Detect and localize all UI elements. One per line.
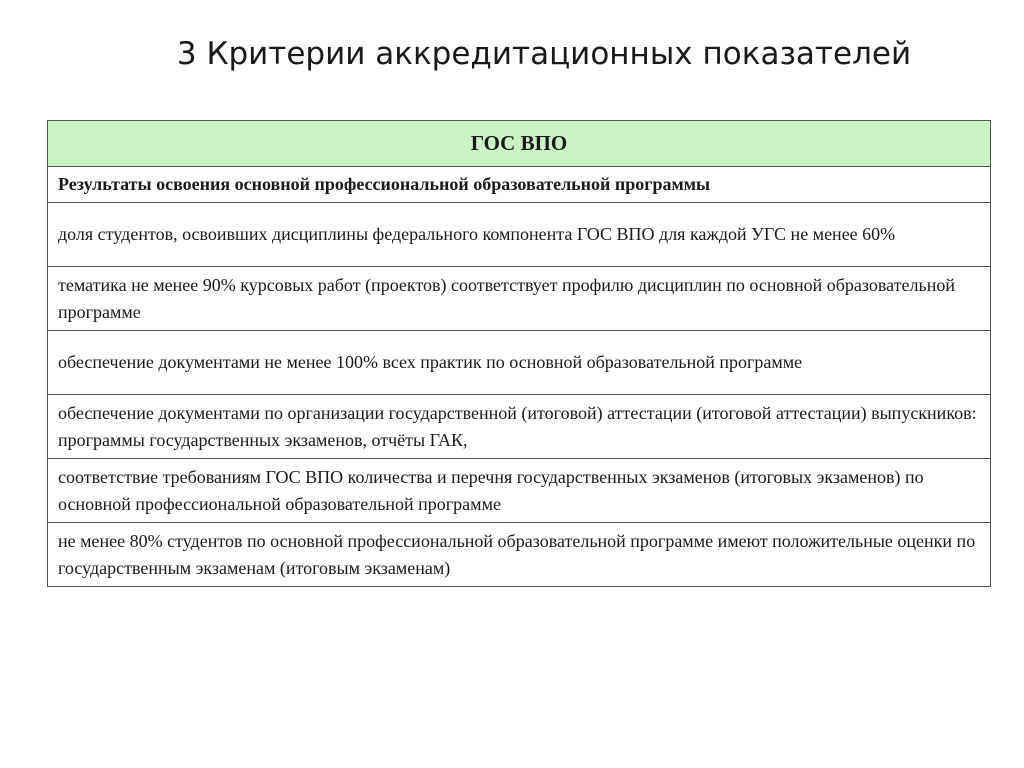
- table-cell: обеспечение документами по организации государственной (итоговой) аттестации (итоговой аттестации) выпускников: программы государственных экзаменов, отчёты ГАК,: [48, 395, 991, 459]
- table-row: [48, 331, 991, 395]
- table-row: [48, 395, 991, 459]
- table-cell: доля студентов, освоивших дисциплины федерального компонента ГОС ВПО для каждой УГС не менее 60%: [48, 203, 991, 267]
- table-header-cell: ГОС ВПО: [48, 121, 991, 167]
- table-section-cell: Результаты освоения основной профессиональной образовательной программы: [48, 167, 991, 203]
- criteria-table: [47, 120, 991, 587]
- table-cell: не менее 80% студентов по основной профессиональной образовательной программе имеют положительные оценки по государственным экзаменам (итоговым экзаменам): [48, 523, 991, 587]
- slide-title: 3 Критерии аккредитационных показателей: [176, 36, 912, 72]
- table-cell: соответствие требованиям ГОС ВПО количества и перечня государственных экзаменов (итоговых экзаменов) по основной профессиональной образовательной программе: [48, 459, 991, 523]
- table-row: [48, 523, 991, 587]
- table-row: [48, 459, 991, 523]
- table-section-row: [48, 167, 991, 203]
- table-cell: обеспечение документами не менее 100% всех практик по основной образовательной программе: [48, 331, 991, 395]
- table-cell: тематика не менее 90% курсовых работ (проектов) соответствует профилю дисциплин по основной образовательной программе: [48, 267, 991, 331]
- table-row: [48, 203, 991, 267]
- table-header-row: [48, 121, 991, 167]
- table-row: [48, 267, 991, 331]
